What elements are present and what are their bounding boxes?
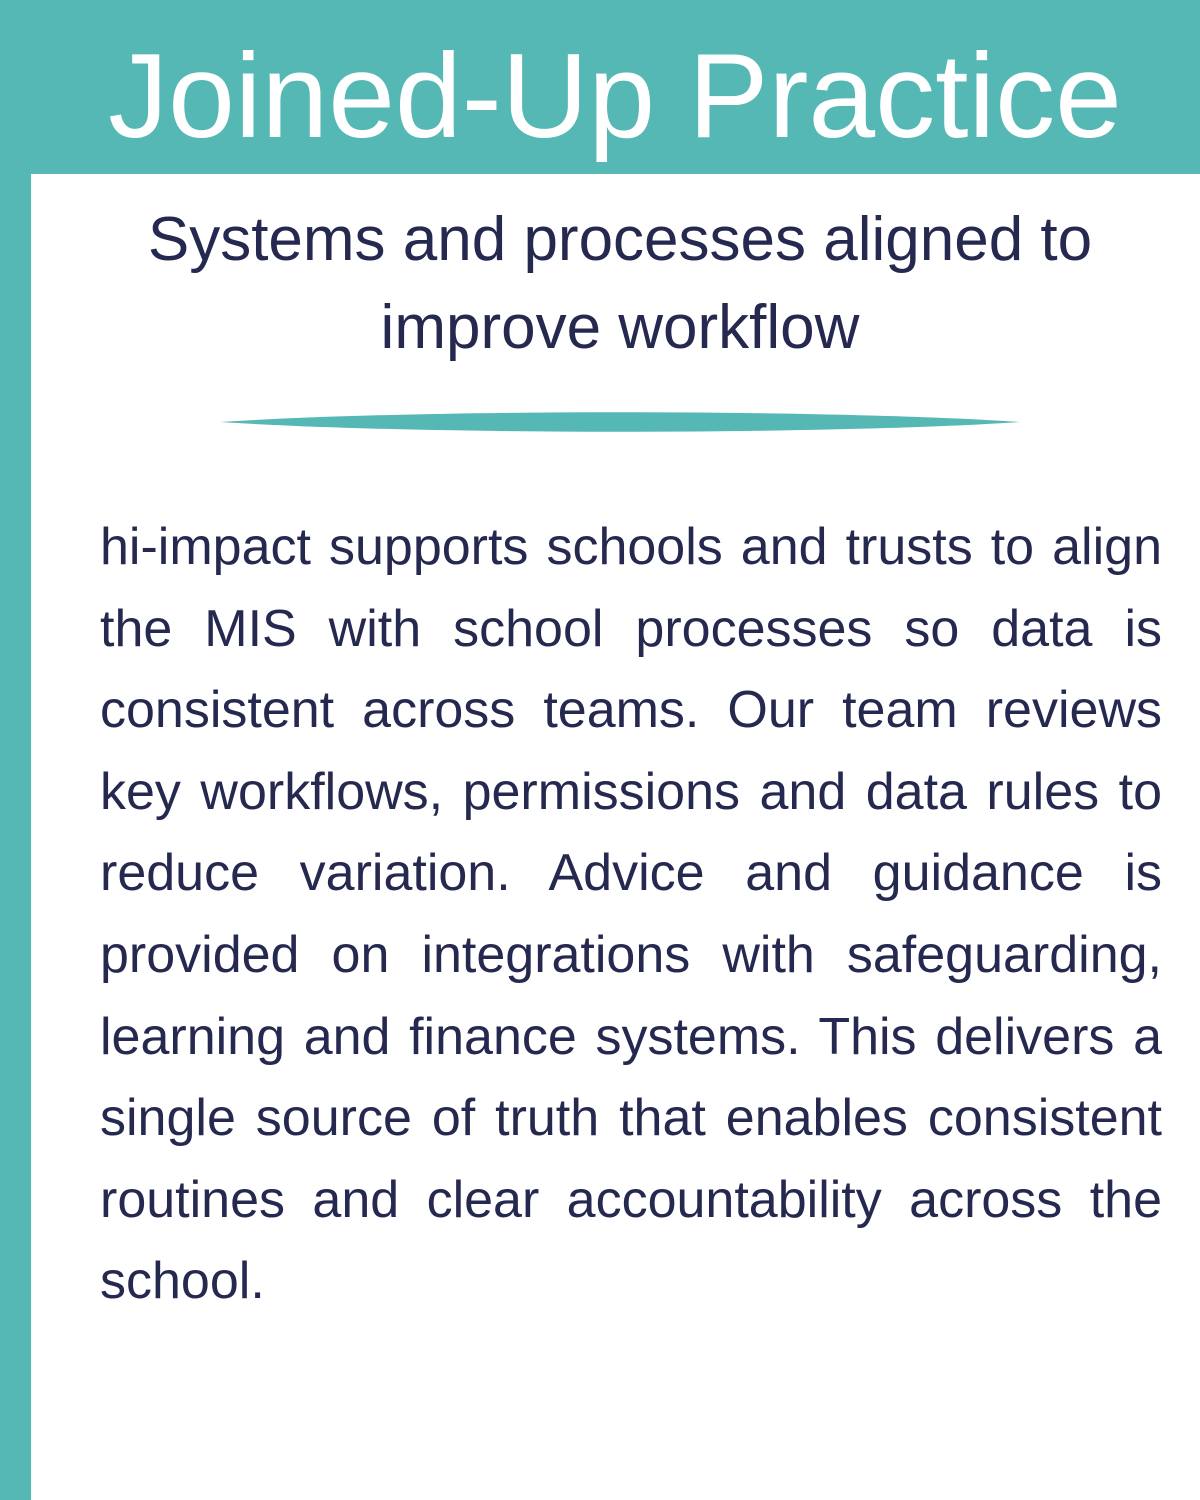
body-paragraph: hi-impact supports schools and trusts to align the MIS with school processes so data is consistent across teams. Our team reviews key workflows, permissions and data rules to reduce variation. Advice and guidance is provided on integrations with safeguarding, learning and finance systems. This delivers a single source of truth that enables consistent routines and clear accountability across the school. [100, 518, 1162, 1311]
divider-swash [220, 410, 1020, 434]
subtitle: Systems and processes aligned to improve workflow [147, 205, 1093, 362]
divider-swash-shape [220, 412, 1020, 432]
page-title: Joined-Up Practice [108, 29, 1122, 163]
left-border-band [0, 0, 31, 1500]
